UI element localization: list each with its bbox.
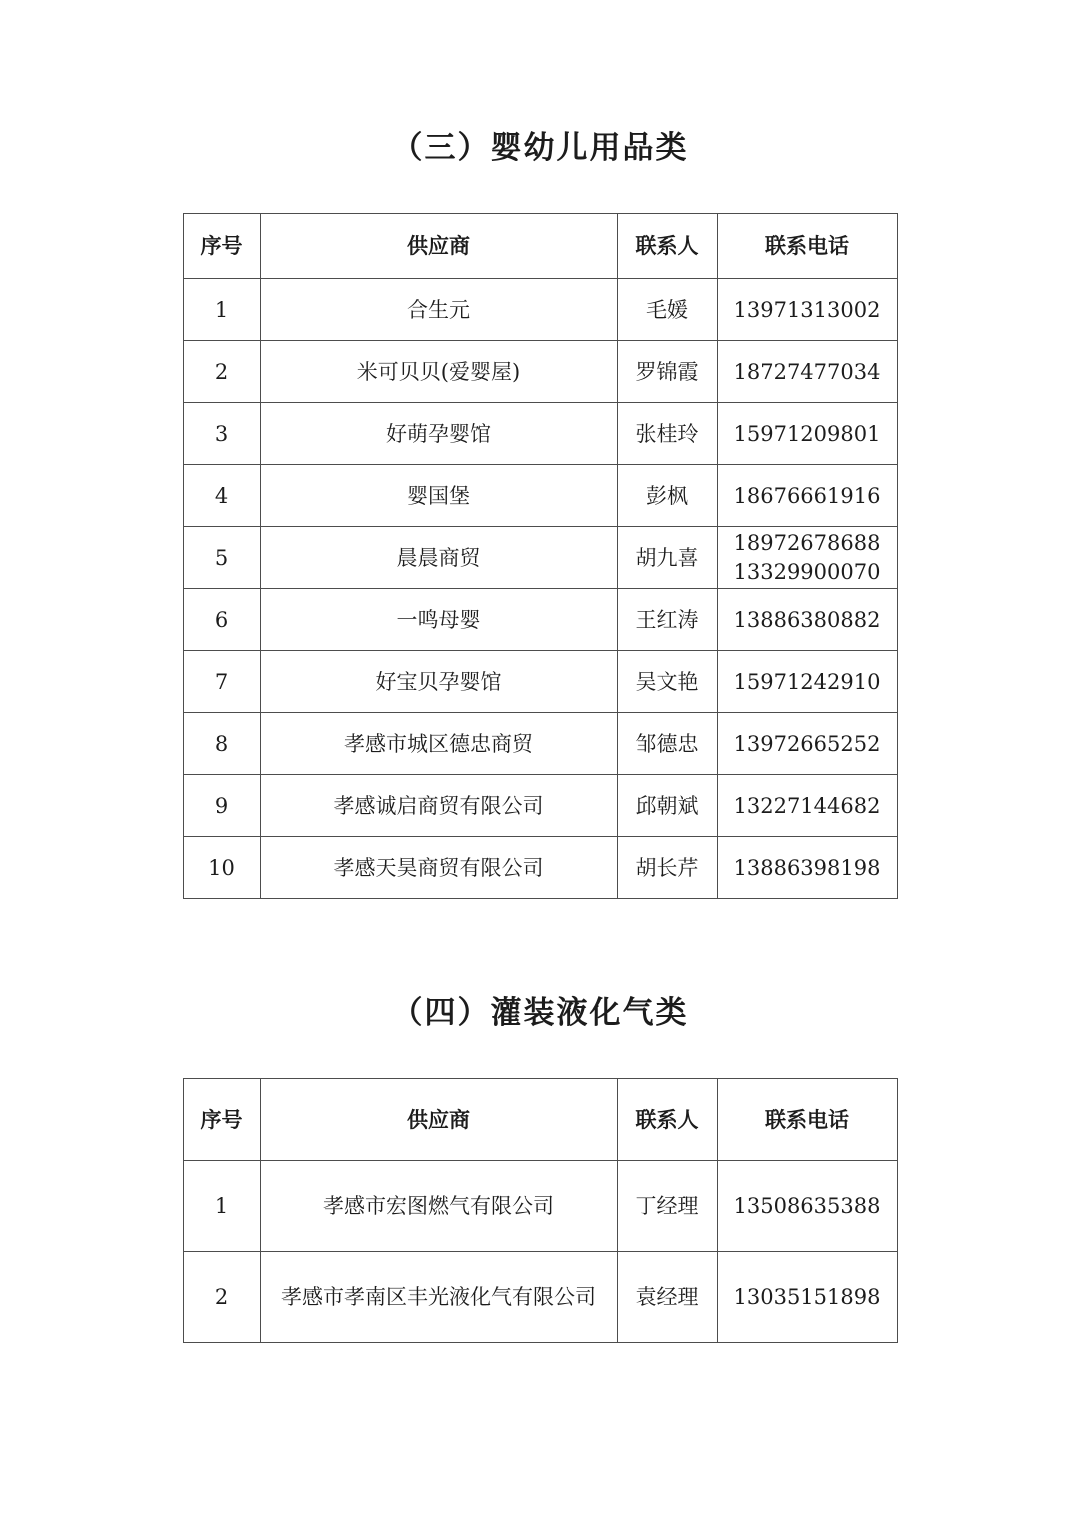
cell-contact: 罗锦霞 bbox=[617, 341, 717, 403]
cell-contact: 胡长芹 bbox=[617, 837, 717, 899]
cell-phone bbox=[717, 403, 897, 465]
cell-supplier: 孝感诚启商贸有限公司 bbox=[260, 775, 617, 837]
column-header-phone: 联系电话 bbox=[717, 1079, 897, 1161]
cell-supplier: 孝感市孝南区丰光液化气有限公司 bbox=[260, 1252, 617, 1343]
table-header-row bbox=[183, 1079, 897, 1161]
phone-number: 18727477034 bbox=[733, 359, 881, 384]
table-row bbox=[183, 837, 897, 899]
table-row bbox=[183, 589, 897, 651]
cell-no: 1 bbox=[183, 1161, 260, 1252]
cell-no: 2 bbox=[183, 341, 260, 403]
table-row bbox=[183, 713, 897, 775]
cell-phone bbox=[717, 527, 897, 589]
cell-contact: 王红涛 bbox=[617, 589, 717, 651]
cell-contact: 邹德忠 bbox=[617, 713, 717, 775]
cell-supplier: 孝感市城区德忠商贸 bbox=[260, 713, 617, 775]
cell-no: 10 bbox=[183, 837, 260, 899]
suppliers-table-bottled-lpg bbox=[183, 1078, 898, 1343]
column-header-supplier: 供应商 bbox=[260, 1079, 617, 1161]
cell-no: 9 bbox=[183, 775, 260, 837]
column-header-contact: 联系人 bbox=[617, 1079, 717, 1161]
table-row bbox=[183, 651, 897, 713]
cell-phone bbox=[717, 341, 897, 403]
table-header-row bbox=[183, 1079, 897, 1161]
cell-phone bbox=[717, 465, 897, 527]
cell-phone bbox=[717, 775, 897, 837]
cell-supplier: 晨晨商贸 bbox=[260, 527, 617, 589]
cell-supplier: 一鸣母婴 bbox=[260, 589, 617, 651]
cell-phone bbox=[717, 837, 897, 899]
table-row bbox=[183, 1252, 897, 1343]
cell-contact: 胡九喜 bbox=[617, 527, 717, 589]
column-header-no: 序号 bbox=[183, 214, 260, 279]
cell-phone bbox=[717, 279, 897, 341]
table-row bbox=[183, 775, 897, 837]
cell-no: 2 bbox=[183, 1252, 260, 1343]
table-row bbox=[183, 1161, 897, 1252]
column-header-no: 序号 bbox=[183, 1079, 260, 1161]
cell-contact: 毛媛 bbox=[617, 279, 717, 341]
phone-number: 13971313002 bbox=[733, 297, 881, 322]
section-title-infant-products: （三）婴幼儿用品类 bbox=[391, 130, 689, 166]
phone-number: 13329900070 bbox=[733, 559, 881, 584]
phone-number: 18972678688 bbox=[733, 531, 881, 556]
phone-number: 13886398198 bbox=[733, 855, 881, 880]
section-title-bottled-lpg: （四）灌装液化气类 bbox=[391, 995, 689, 1032]
column-header-supplier: 供应商 bbox=[260, 214, 617, 279]
table-row bbox=[183, 465, 897, 527]
cell-supplier: 好宝贝孕婴馆 bbox=[260, 651, 617, 713]
phone-number: 15971242910 bbox=[733, 669, 881, 694]
cell-no: 6 bbox=[183, 589, 260, 651]
phone-number: 13886380882 bbox=[733, 607, 881, 632]
cell-supplier: 孝感市宏图燃气有限公司 bbox=[260, 1161, 617, 1252]
column-header-contact: 联系人 bbox=[617, 214, 717, 279]
cell-no: 4 bbox=[183, 465, 260, 527]
table-row bbox=[183, 527, 897, 589]
table-row bbox=[183, 403, 897, 465]
cell-supplier: 好萌孕婴馆 bbox=[260, 403, 617, 465]
cell-no: 5 bbox=[183, 527, 260, 589]
cell-phone bbox=[717, 713, 897, 775]
cell-contact: 彭枫 bbox=[617, 465, 717, 527]
cell-contact: 吴文艳 bbox=[617, 651, 717, 713]
cell-contact: 袁经理 bbox=[617, 1252, 717, 1343]
cell-no: 1 bbox=[183, 279, 260, 341]
suppliers-table-infant-products bbox=[183, 213, 898, 899]
cell-contact: 邱朝斌 bbox=[617, 775, 717, 837]
cell-supplier: 合生元 bbox=[260, 279, 617, 341]
table-header-row bbox=[183, 214, 897, 279]
phone-number: 13508635388 bbox=[733, 1194, 881, 1219]
cell-contact: 丁经理 bbox=[617, 1161, 717, 1252]
cell-no: 8 bbox=[183, 713, 260, 775]
cell-no: 7 bbox=[183, 651, 260, 713]
cell-phone bbox=[717, 589, 897, 651]
cell-phone bbox=[717, 1161, 897, 1252]
table-header-row bbox=[183, 214, 897, 279]
phone-number: 13227144682 bbox=[733, 793, 881, 818]
phone-number: 18676661916 bbox=[733, 483, 881, 508]
cell-phone bbox=[717, 1252, 897, 1343]
phone-number: 15971209801 bbox=[733, 421, 881, 446]
table-row bbox=[183, 341, 897, 403]
cell-supplier: 孝感天昊商贸有限公司 bbox=[260, 837, 617, 899]
table-row bbox=[183, 279, 897, 341]
column-header-phone: 联系电话 bbox=[717, 214, 897, 279]
phone-number: 13972665252 bbox=[733, 731, 881, 756]
cell-phone bbox=[717, 651, 897, 713]
cell-contact: 张桂玲 bbox=[617, 403, 717, 465]
cell-no: 3 bbox=[183, 403, 260, 465]
phone-number: 13035151898 bbox=[733, 1285, 881, 1310]
cell-supplier: 婴国堡 bbox=[260, 465, 617, 527]
cell-supplier: 米可贝贝(爱婴屋) bbox=[260, 341, 617, 403]
